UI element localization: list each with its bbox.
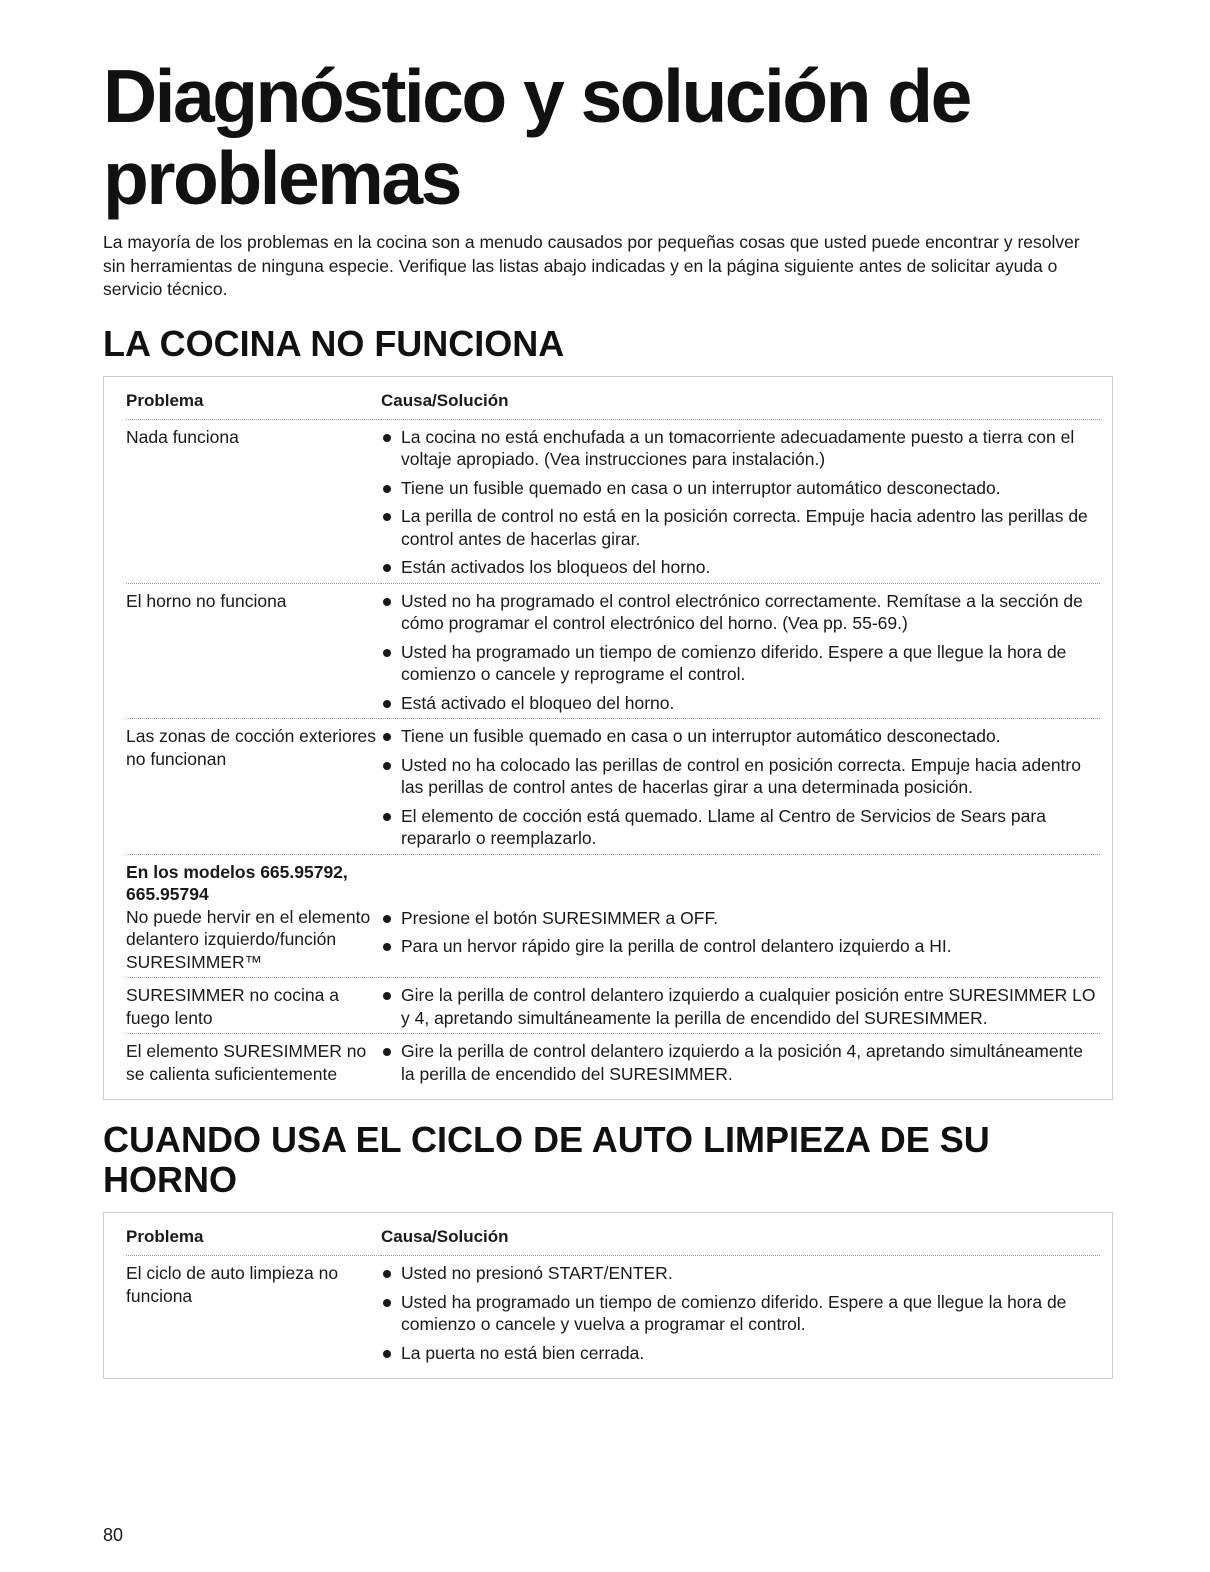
section-heading-cocina: LA COCINA NO FUNCIONA [103,322,565,364]
problem-text: Nada funciona [126,426,239,447]
column-header-solution: Causa/Solución [381,387,1100,420]
model-note: En los modelos 665.95792, 665.95794 [126,861,348,904]
solution-item [381,1342,1100,1365]
bullet-icon [383,513,391,521]
problem-cell [126,419,381,583]
bullet-icon [383,1048,391,1056]
table-row [126,583,1100,719]
solution-item [381,1040,1100,1085]
problem-cell [126,1256,381,1369]
solution-item [381,426,1100,471]
solution-item [381,984,1100,1029]
solution-text: Para un hervor rápido gire la perilla de control delantero izquierdo a HI. [401,936,952,956]
solution-text: La cocina no está enchufada a un tomacorriente adecuadamente puesto a tierra con el voltaje apropiado. (Vea instrucciones para instalación.) [401,426,1075,469]
table-header-row [126,387,1100,420]
solution-item [381,1291,1100,1336]
solution-cell [381,1034,1100,1090]
bullet-icon [383,943,391,951]
solution-list [381,1262,1100,1364]
solution-item [381,725,1100,748]
problem-cell [126,583,381,719]
bullet-icon [383,992,391,1000]
solution-text: Presione el botón SURESIMMER a OFF. [401,907,719,928]
column-header-problem: Problema [126,1223,381,1256]
table-auto-limpieza [126,1223,1100,1368]
bullet-icon [383,485,391,493]
solution-list [381,1040,1100,1085]
problem-cell [126,1034,381,1090]
solution-text: Gire la perilla de control delantero izquierdo a la posición 4, apretando simultáneamente la perilla de encendido del SURESIMMER. [401,1041,1083,1084]
problem-cell [126,978,381,1034]
solution-item [381,754,1100,799]
bullet-icon [383,1350,391,1358]
solution-item [381,641,1100,686]
problem-text: El horno no funciona [126,590,287,611]
problem-text: El elemento SURESIMMER no se calienta suficientemente [126,1041,367,1084]
solution-item [381,590,1100,635]
bullet-icon [383,915,391,923]
troubleshooting-table-auto-limpieza [103,1212,1113,1379]
intro-paragraph: La mayoría de los problemas en la cocina son a menudo causados por pequeñas cosas que usted puede encontrar y resolver sin herramientas de ninguna especie. Verifique las listas abajo indicadas y en la página siguiente antes de solicitar ayuda o servicio técnico. [103,232,1080,299]
solution-text: La puerta no está bien cerrada. [401,1342,645,1363]
solution-item [381,935,1100,958]
problem-cell [126,719,381,855]
solution-list [381,725,1100,850]
solution-cell [381,419,1100,583]
problem-text: No puede hervir en el elemento delantero izquierdo/función SURESIMMER™ [126,906,371,972]
solution-item [381,805,1100,850]
solution-text: Usted no ha programado el control electrónico correctamente. Remítase a la sección de cómo programar el control electrónico del horno. (Vea pp. 55-69.) [401,590,1083,633]
solution-text: Usted ha programado un tiempo de comienzo diferido. Espere a que llegue la hora de comienzo o cancele y reprograme el control. [401,641,1067,684]
solution-item [381,556,1100,579]
bullet-icon [383,762,391,770]
troubleshooting-table-cocina [103,376,1113,1101]
bullet-icon [383,700,391,708]
solution-cell [381,583,1100,719]
problem-text: Las zonas de cocción exteriores no funcionan [126,726,376,769]
solution-cell [381,854,1100,978]
table-row [126,854,1100,978]
table-row [126,1256,1100,1369]
page-number: 80 [103,1525,124,1545]
problem-text: El ciclo de auto limpieza no funciona [126,1263,339,1306]
page-title: Diagnóstico y solución de problemas [103,54,970,220]
solution-item [381,1262,1100,1285]
column-header-problem: Problema [126,387,381,420]
problem-cell [126,854,381,978]
table-row [126,719,1100,855]
solution-list [381,907,1100,958]
solution-cell [381,719,1100,855]
solution-text: Están activados los bloqueos del horno. [401,557,711,577]
table-cocina [126,387,1100,1090]
solution-list [381,426,1100,579]
solution-list [381,984,1100,1029]
solution-text: Usted no presionó START/ENTER. [401,1263,673,1283]
solution-text: Tiene un fusible quemado en casa o un interruptor automático desconectado. [401,726,1001,746]
table-row [126,978,1100,1034]
bullet-icon [383,1299,391,1307]
solution-cell [381,1256,1100,1369]
problem-text: SURESIMMER no cocina a fuego lento [126,985,339,1028]
solution-text: El elemento de cocción está quemado. Llame al Centro de Servicios de Sears para repararlo o reemplazarlo. [401,805,1046,848]
bullet-icon [383,813,391,821]
page [103,55,1113,1379]
solution-item [381,692,1100,715]
table-header-row [126,1223,1100,1256]
table-row [126,419,1100,583]
bullet-icon [383,434,391,442]
solution-text: La perilla de control no está en la posición correcta. Empuje hacia adentro las perillas de control antes de hacerlas girar. [401,506,1088,549]
column-header-solution: Causa/Solución [381,1223,1100,1256]
bullet-icon [383,564,391,572]
solution-text: Usted no ha colocado las perillas de control en posición correcta. Empuje hacia adentro las perillas de control antes de hacerlas girar a una determinada posición. [401,754,1081,797]
bullet-icon [383,1270,391,1278]
solution-text: Está activado el bloqueo del horno. [401,692,675,713]
bullet-icon [383,733,391,741]
solution-item [381,477,1100,500]
bullet-icon [383,598,391,606]
solution-item [381,907,1100,930]
table-row [126,1034,1100,1090]
solution-text: Usted ha programado un tiempo de comienzo diferido. Espere a que llegue la hora de comienzo o cancele y vuelva a programar el control. [401,1291,1067,1334]
solution-text: Tiene un fusible quemado en casa o un interruptor automático desconectado. [401,477,1001,498]
solution-item [381,505,1100,550]
bullet-icon [383,649,391,657]
section-heading-auto-limpieza: CUANDO USA EL CICLO DE AUTO LIMPIEZA DE SU HORNO [103,1119,990,1200]
solution-text: Gire la perilla de control delantero izquierdo a cualquier posición entre SURESIMMER LO y 4, apretando simultáneamente la perilla de encendido del SURESIMMER. [401,985,1096,1028]
solution-list [381,590,1100,715]
solution-cell [381,978,1100,1034]
